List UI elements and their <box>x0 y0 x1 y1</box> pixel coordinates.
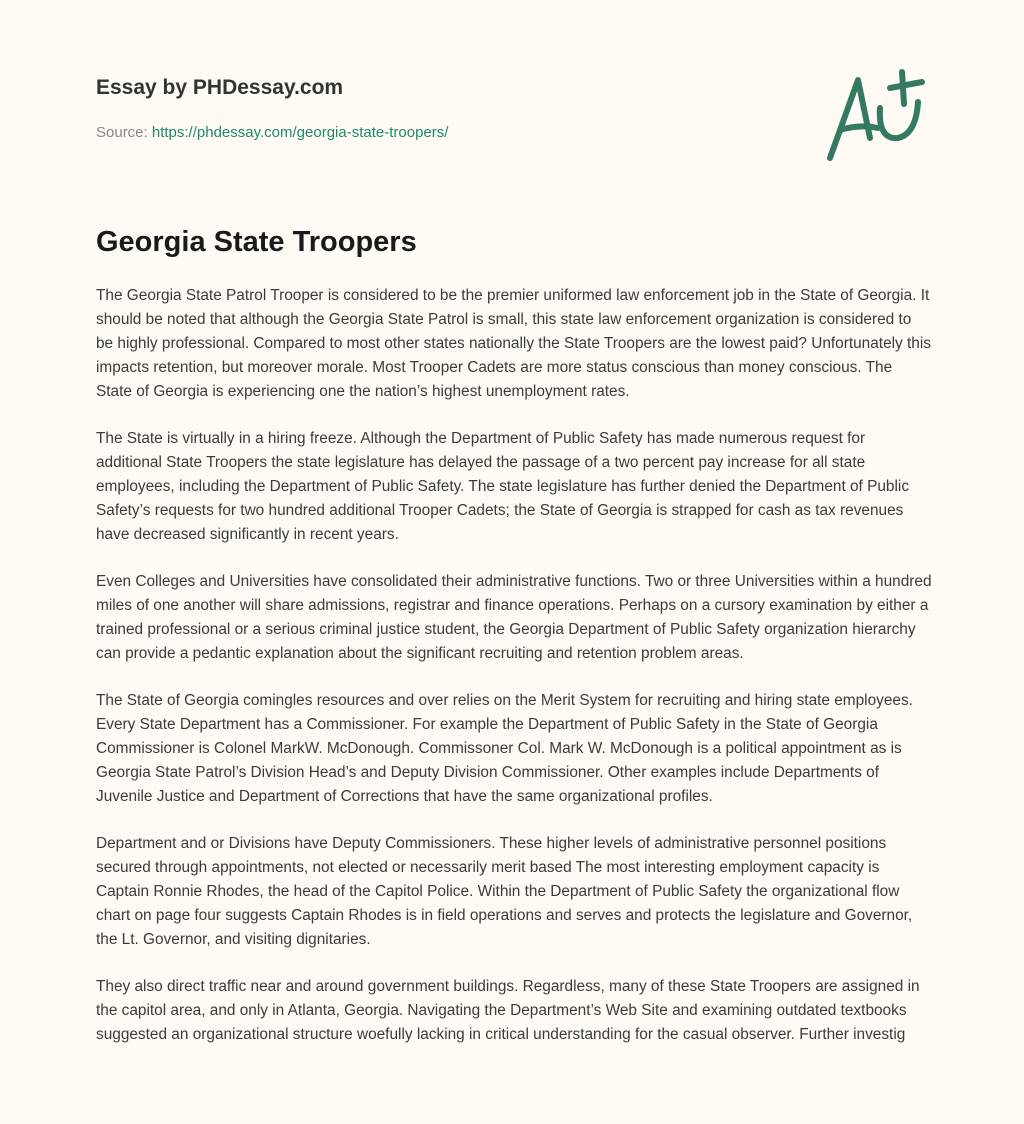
source-line <box>96 124 448 141</box>
paragraph: The State of Georgia comingles resources and over relies on the Merit System for recruiting and hiring state employees. Every State Department has a Commissioner. For example the Department of Public Safety in the State of Georgia Commissioner is Colonel MarkW. McDonough. Commissoner Col. Mark W. McDonough is a political appointment as is Georgia State Patrol’s Division Head’s and Deputy Division Commissioner. Other examples include Departments of Juvenile Justice and Department of Corrections that have the same organizational profiles. <box>96 692 913 805</box>
essay-title: Georgia State Troopers <box>96 226 417 258</box>
source-label: Source: <box>96 124 148 141</box>
paragraph: The State is virtually in a hiring freeze. Although the Department of Public Safety has made numerous request for additional State Troopers the state legislature has delayed the passage of a two percent pay increase for all state employees, including the Department of Public Safety. The state legislature has further denied the Department of Public Safety’s requests for two hundred additional Trooper Cadets; the State of Georgia is strapped for cash as tax revenues have decreased significantly in recent years. <box>96 430 910 543</box>
paragraph: Department and or Divisions have Deputy Commissioners. These higher levels of administrative personnel positions secured through appointments, not elected or necessarily merit based The most interesting employment capacity is Captain Ronnie Rhodes, the head of the Capitol Police. Within the Department of Public Safety the organizational flow chart on page four suggests Captain Rhodes is in field operations and serves and protects the legislature and Governor, the Lt. Governor, and visiting dignitaries. <box>96 835 913 948</box>
source-link[interactable]: https://phdessay.com/georgia-state-troopers/ <box>151 124 449 141</box>
site-brand: Essay by PHDessay.com <box>96 76 344 99</box>
paragraph: They also direct traffic near and around government buildings. Regardless, many of these State Troopers are assigned in the capitol area, and only in Atlanta, Georgia. Navigating the Department’s Web Site and examining outdated textbooks suggested an organizational structure woefully lacking in critical understanding for the casual observer. Further investig <box>96 978 920 1043</box>
essay-body <box>96 284 932 1070</box>
paragraph: The Georgia State Patrol Trooper is considered to be the premier uniformed law enforcement job in the State of Georgia. It should be noted that although the Georgia State Patrol is small, this state law enforcement organization is considered to be highly professional. Compared to most other states nationally the State Troopers are the lowest paid? Unfortunately this impacts retention, but moreover morale. Most Trooper Cadets are more status conscious than money conscious. The State of Georgia is experiencing one the nation’s highest unemployment rates. <box>96 287 931 400</box>
a-plus-logo-icon <box>820 68 930 168</box>
paragraph: Even Colleges and Universities have consolidated their administrative functions. Two or three Universities within a hundred miles of one another will share admissions, registrar and finance operations. Perhaps on a cursory examination by either a trained professional or a serious criminal justice student, the Georgia Department of Public Safety organization hierarchy can provide a pedantic explanation about the significant recruiting and retention problem areas. <box>96 573 932 662</box>
